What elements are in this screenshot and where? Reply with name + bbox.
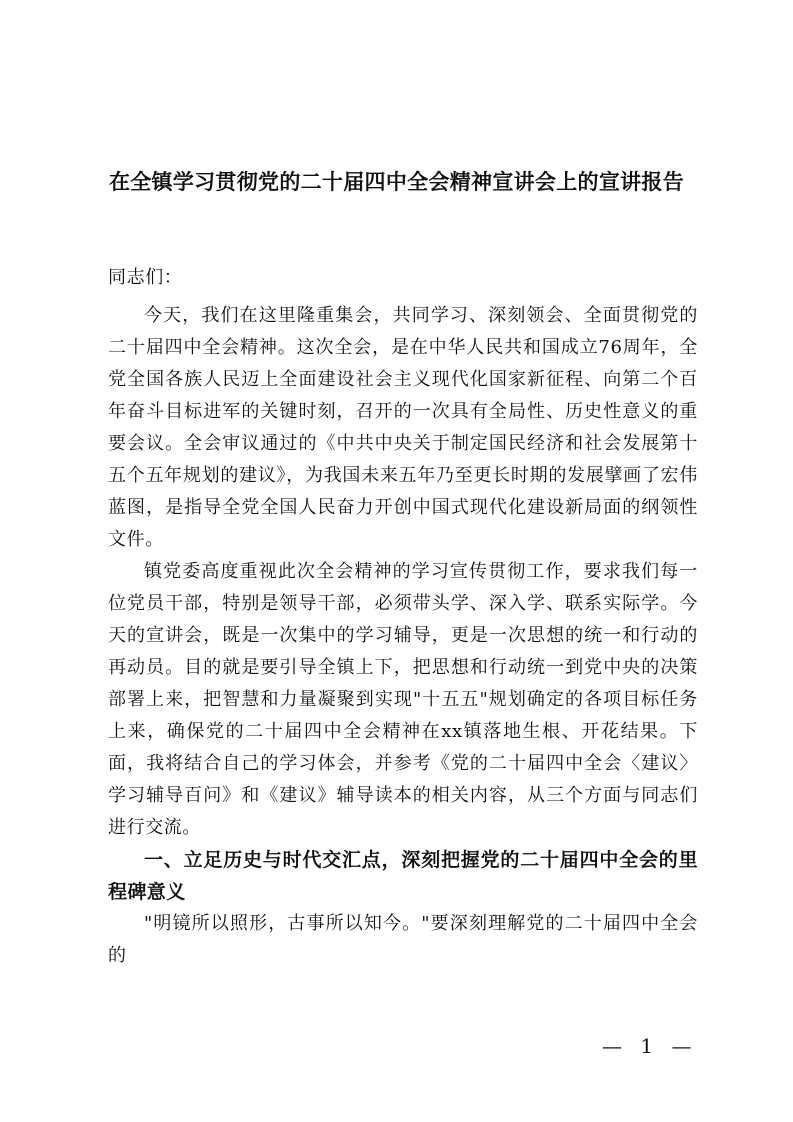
greeting: 同志们：: [108, 267, 183, 288]
page-number: — 1 —: [602, 1034, 698, 1058]
section-heading-1: 一、立足历史与时代交汇点，深刻把握党的二十届四中全会的里程碑意义: [108, 849, 698, 903]
paragraph-3: "明镜所以照形，古事所以知今。"要深刻理解党的二十届四中全会的: [108, 913, 698, 966]
document-body: [108, 262, 698, 972]
paragraph-1: 今天，我们在这里隆重集会，共同学习、深刻领会、全面贯彻党的二十届四中全会精神。这次全会，是在中华人民共和国成立76周年，全党全国各族人民迈上全面建设社会主义现代化国家新征程、向第二个百年奋斗目标进军的关键时刻，召开的一次具有全局性、历史性意义的重要会议。全会审议通过的《中共中央关于制定国民经济和社会发展第十五个五年规划的建议》，为我国未来五年乃至更长时期的发展擘画了宏伟蓝图，是指导全党全国人民奋力开创中国式现代化建设新局面的纲领性文件。: [108, 305, 698, 550]
document-title: 在全镇学习贯彻党的二十届四中全会精神宣讲会上的宣讲报告: [108, 170, 685, 194]
paragraph-2: 镇党委高度重视此次全会精神的学习宣传贯彻工作，要求我们每一位党员干部，特别是领导干部，必须带头学、深入学、联系实际学。今天的宣讲会，既是一次集中的学习辅导，更是一次思想的统一和行动的再动员。目的就是要引导全镇上下，把思想和行动统一到党中央的决策部署上来，把智慧和力量凝聚到实现"十五五"规划确定的各项目标任务上来，确保党的二十届四中全会精神在xx镇落地生根、开花结果。下面，我将结合自己的学习体会，并参考《党的二十届四中全会〈建议〉学习辅导百问》和《建议》辅导读本的相关内容，从三个方面与同志们进行交流。: [108, 561, 698, 838]
